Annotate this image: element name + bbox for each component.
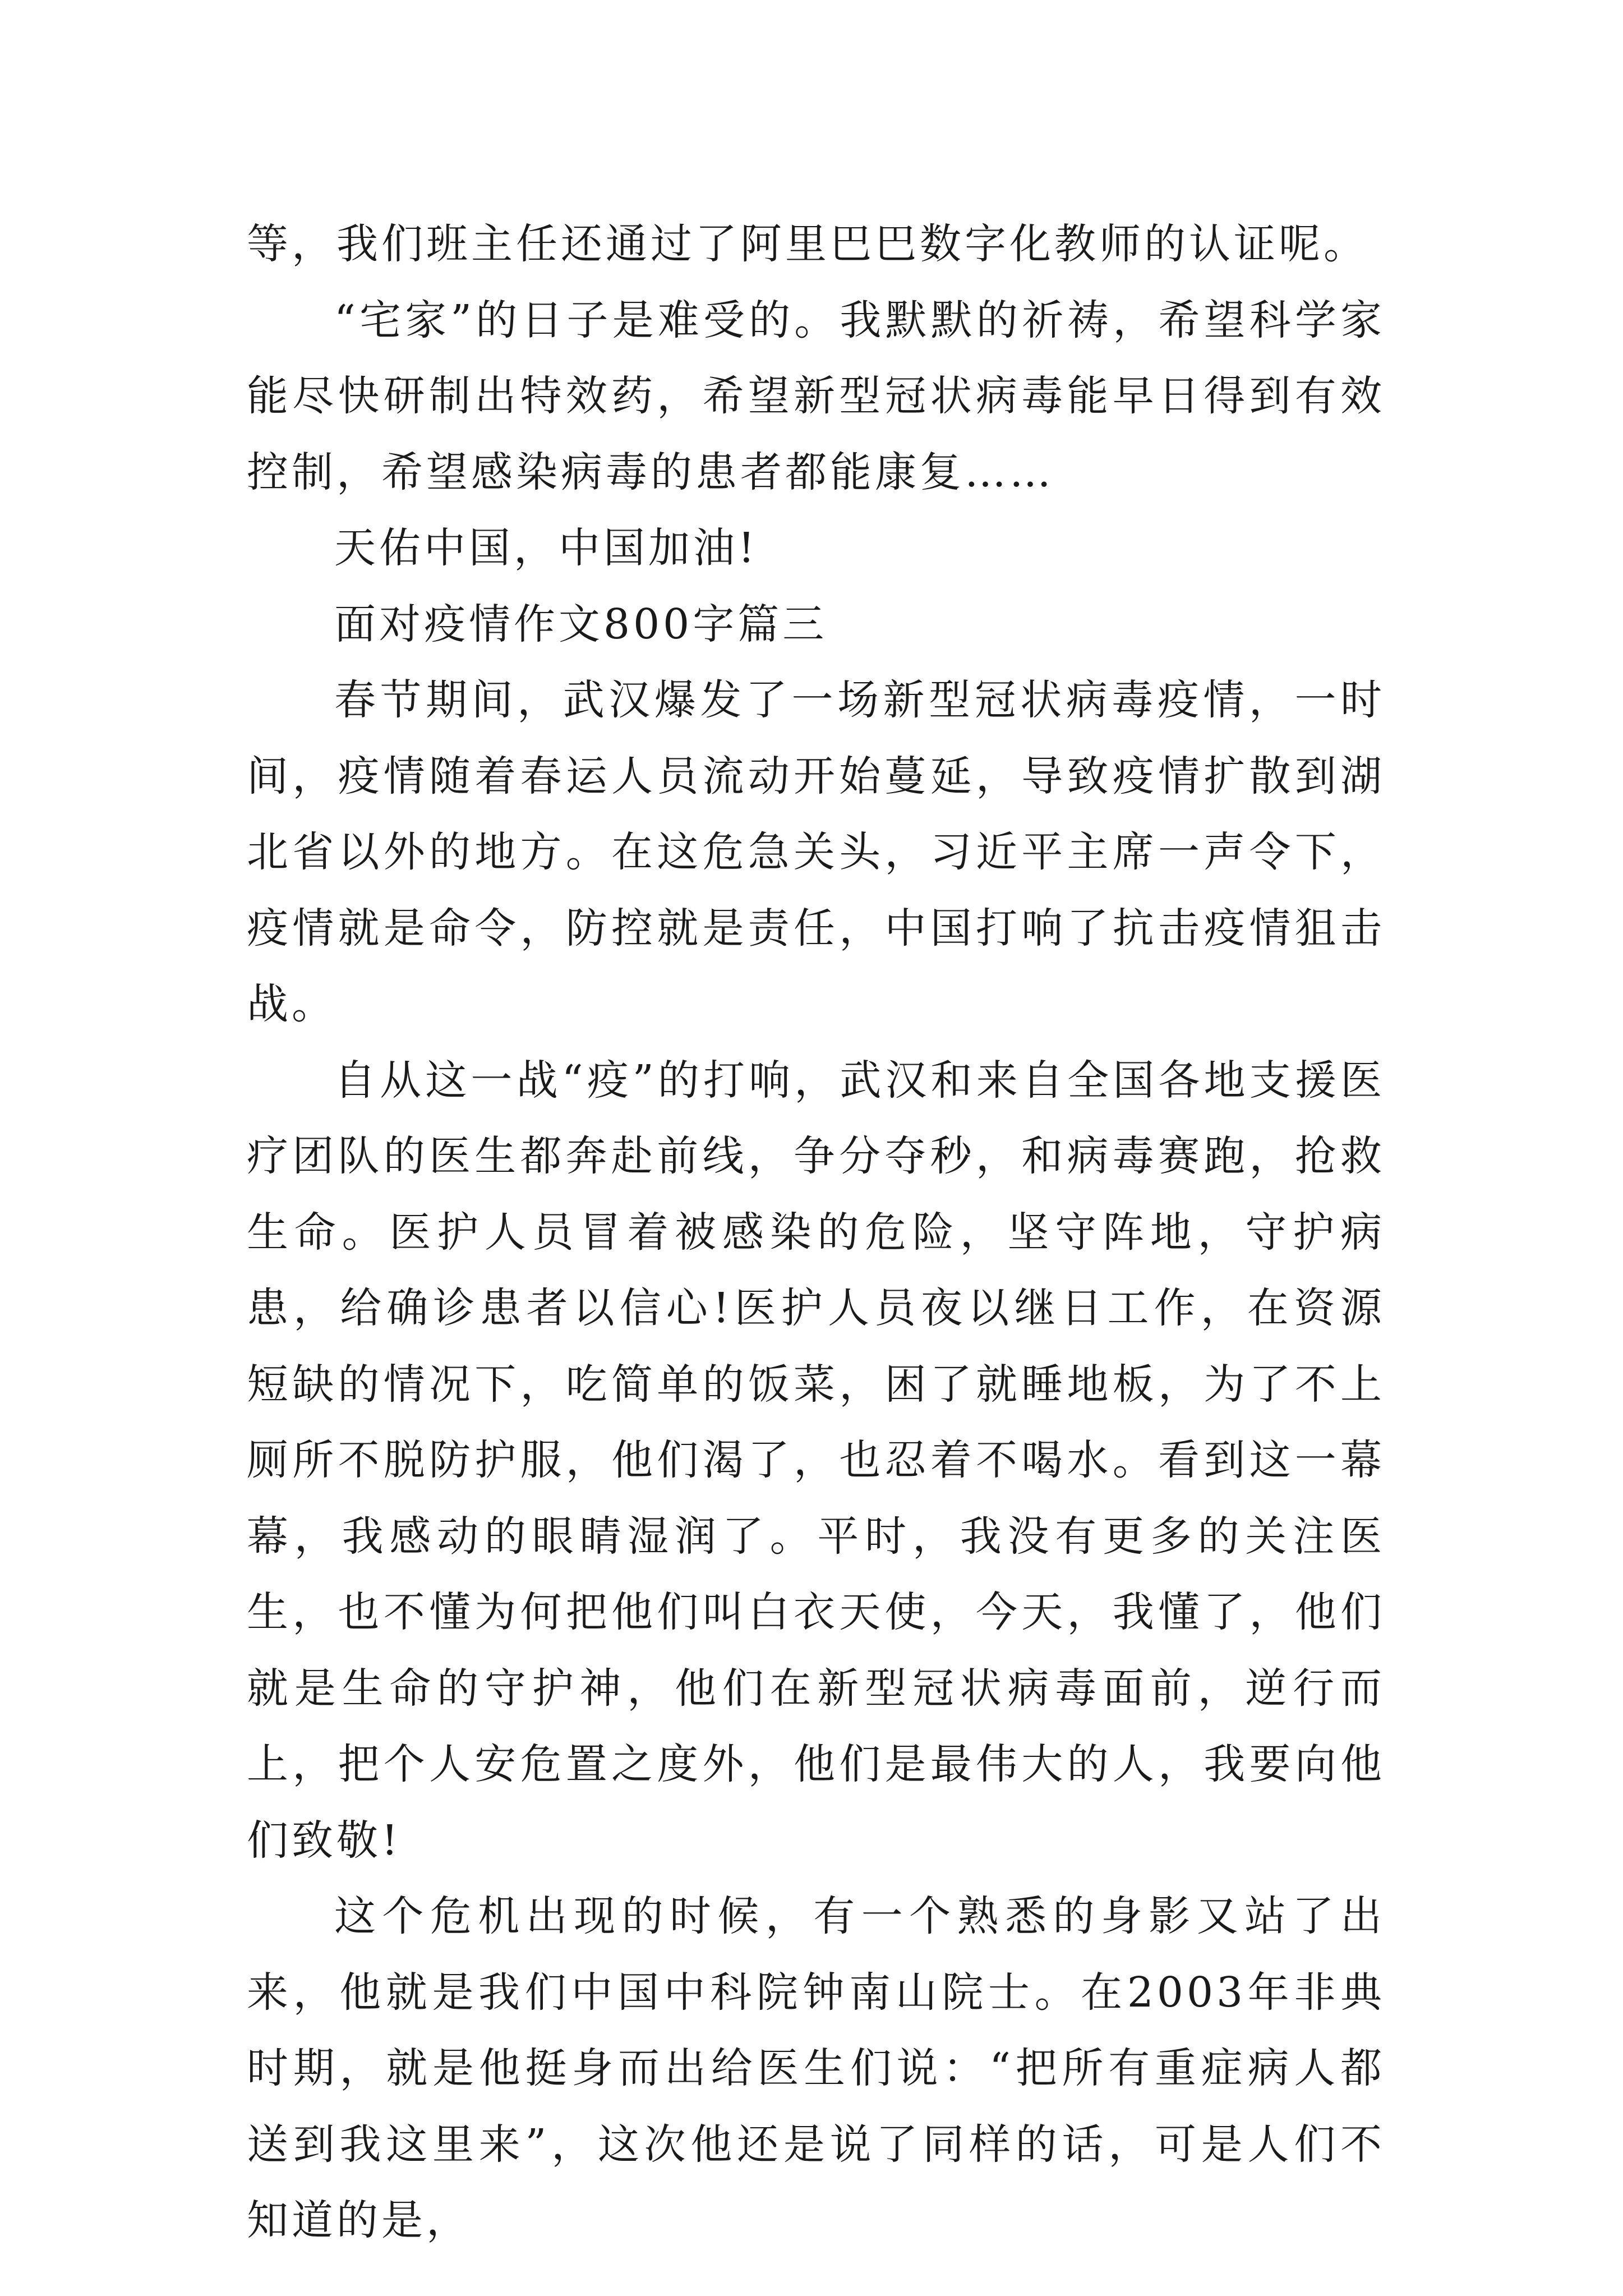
- paragraph-stay-home: “宅家”的日子是难受的。我默默的祈祷，希望科学家能尽快研制出特效药，希望新型冠状病毒能早日得到有效控制，希望感染病毒的患者都能康复……: [247, 296, 1385, 496]
- paragraph-outbreak: 春节期间，武汉爆发了一场新型冠状病毒疫情，一时间，疫情随着春运人员流动开始蔓延，导致疫情扩散到湖北省以外的地方。在这危急关头，习近平主席一声令下，疫情就是命令，防控就是责任，中国打响了抗击疫情狙击战。: [247, 676, 1385, 1028]
- document-body: [247, 206, 1385, 2259]
- section-heading: 面对疫情作文800字篇三: [334, 600, 828, 648]
- paragraph-blessing: 天佑中国，中国加油!: [334, 524, 758, 572]
- paragraph-zhong-nanshan: 这个危机出现的时候，有一个熟悉的身影又站了出来，他就是我们中国中科院钟南山院士。在2003年非典时期，就是他挺身而出给医生们说：“把所有重症病人都送到我这里来”，这次他还是说了同样的话，可是人们不知道的是，: [247, 1892, 1385, 2244]
- paragraph-medical-staff: 自从这一战“疫”的打响，武汉和来自全国各地支援医疗团队的医生都奔赴前线，争分夺秒，和病毒赛跑，抢救生命。医护人员冒着被感染的危险，坚守阵地，守护病患，给确诊患者以信心!医护人员夜以继日工作，在资源短缺的情况下，吃简单的饭菜，困了就睡地板，为了不上厕所不脱防护服，他们渴了，也忍着不喝水。看到这一幕幕，我感动的眼睛湿润了。平时，我没有更多的关注医生，也不懂为何把他们叫白衣天使，今天，我懂了，他们就是生命的守护神，他们在新型冠状病毒面前，逆行而上，把个人安危置之度外，他们是最伟大的人，我要向他们致敬!: [247, 1056, 1385, 1865]
- paragraph-continuation: 等，我们班主任还通过了阿里巴巴数字化教师的认证呢。: [247, 220, 1368, 268]
